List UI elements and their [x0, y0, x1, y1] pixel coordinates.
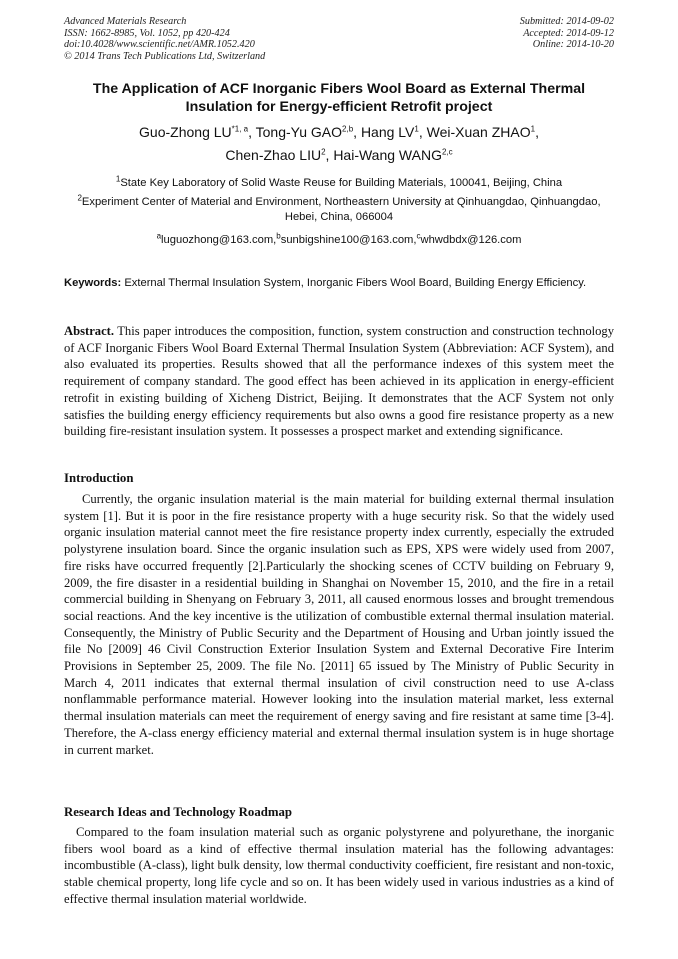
abstract-text: This paper introduces the composition, function, system construction and construction technology of ACF Inorganic Fibers Wool Board External Thermal Insulation System (Abbreviation: ACF System), and also evaluated its properties. Results showed that all the performance indexes of this system meet the requirement of company standard. The good effect has been achieved in its application in energy-efficient retrofit in existing building of Xicheng District, Beijing. It demonstrates that the ACF System not only satisfies the building energy efficiency requirements but also owns a good fire resistance property as a new building fire-resistant insulation system. It possesses a prospect market and extending significance. [64, 324, 615, 439]
author-name: Hang LV [360, 124, 415, 140]
author-name: Tong-Yu GAO [255, 124, 343, 140]
paper-title: The Application of ACF Inorganic Fibers Wool Board as External Thermal Insulation for Energy-efficient Retrofit project [92, 81, 586, 115]
author-emails [64, 233, 614, 248]
keywords-label: Keywords: [64, 277, 122, 289]
abstract-block [64, 323, 614, 440]
affiliation-text: Experiment Center of Material and Environment, Northeastern University at Qinhuangdao, Qinhuangdao, Hebei, China, 066004 [81, 196, 601, 223]
author-name: Chen-Zhao LIU [225, 147, 322, 163]
issn-line: ISSN: 1662-8985, Vol. 1052, pp 420-424 [64, 27, 230, 39]
doi-line: doi:10.4028/www.scientific.net/AMR.1052.420 [64, 39, 255, 51]
email-address[interactable]: whwdbdx@126.com [420, 234, 522, 246]
keywords-text: External Thermal Insulation System, Inorganic Fibers Wool Board, Building Energy Efficiency. [124, 277, 587, 289]
email-address[interactable]: sunbigshine100@163.com, [280, 234, 417, 246]
author-name: Hai-Wang WANG [333, 147, 442, 163]
author-affil-mark: 1 [530, 124, 536, 134]
email-mark: a [156, 231, 162, 241]
author-list: Guo-Zhong LU$^{*1, a}$, Tong-Yu GAO$^{2,b}$, Hang $LV^1$, Wei-Xuan ZHAO$^1$, Chen-Zhao LIU$^2$, Hai-Wang WANG$^{2,c}$ [139, 124, 539, 163]
journal-name: Advanced Materials Research [64, 16, 187, 27]
affiliation-1 [64, 176, 614, 191]
affiliation-mark: 2 [77, 193, 82, 203]
author-affil-mark: 2,b [342, 124, 354, 134]
accepted-date: Accepted: 2014-09-12 [523, 27, 614, 39]
abstract-label: Abstract. [64, 324, 115, 338]
author-name: Guo-Zhong LU [139, 124, 232, 140]
section-heading-introduction: Introduction [64, 471, 134, 485]
author-name: Wei-Xuan ZHAO [426, 124, 531, 140]
research-paragraph: Compared to the foam insulation material such as organic polystyrene and polyurethane, the inorganic fibers wool board as a kind of effective thermal insulation material has the following advantages: incombustible (A-class), light bulk density, low thermal conductivity coefficient, fire resistant and non-toxic, stable chemical property, long life cycle and so on. It has been widely used in various industries as a kind of effective thermal insulation material worldwide. [64, 825, 614, 906]
copyright-line: © 2014 Trans Tech Publications Ltd, Switzerland [64, 50, 266, 62]
email-mark: c [416, 231, 421, 241]
introduction-paragraph: Currently, the organic insulation material is the main material for building external thermal insulation system [1]. But it is poor in the fire resistance property with a huge security risk. So that the widely used organic insulation material cannot meet the fire resistance property index currently, especially the extruded polystyrene insulation board. Since the organic insulation such as EPS, XPS were widely used from 2007, fire risks have occurred frequently [2].Particularly the shocking scenes of CCTV building on February 9, 2009, the fire disaster in a residential building in Shanghai on November 15, 2010, and the fire in a retail commercial building in Shenyang on February 3, 2011, all caused enormous losses and brought tremendous social reactions. And the key incentive is the utilization of combustible external thermal insulation material. Consequently, the Ministry of Public Security and the Department of Housing and Urban jointly issued the file No [2009] 46 Civil Construction Exterior Insulation System and External Decorative Fire Interim Provisions in September 25, 2009. The file No. [2011] 65 issued by The Ministry of Public Security in March 4, 2011 indicates that external thermal insulation of civil construction need to use A-class nonflammable performance material. However looking into the insulation material market, less external thermal insulation materials can meet the requirement of energy saving and fire resistant at same time [3-4]. Therefore, the A-class energy efficiency material and external thermal insulation system is in huge shortage in current market. [64, 492, 614, 757]
email-address[interactable]: luguozhong@163.com, [161, 234, 277, 246]
keywords-block [64, 276, 614, 290]
section-heading-research-ideas: Research Ideas and Technology Roadmap [64, 805, 293, 819]
author-affil-mark: 2 [321, 147, 326, 157]
author-affil-mark: 1 [414, 124, 419, 134]
affiliation-text: State Key Laboratory of Solid Waste Reuse for Building Materials, 100041, Beijing, China [120, 177, 563, 189]
affiliation-mark: 1 [115, 174, 121, 184]
online-date: Online: 2014-10-20 [532, 39, 614, 51]
submitted-date: Submitted: 2014-09-02 [519, 16, 614, 27]
author-affil-mark: 2,c [441, 147, 453, 157]
journal-header-right [520, 16, 614, 51]
affiliation-2 [64, 195, 614, 225]
journal-header-left [64, 16, 265, 62]
email-mark: b [276, 231, 281, 241]
author-affil-mark: *1, a [231, 124, 249, 134]
